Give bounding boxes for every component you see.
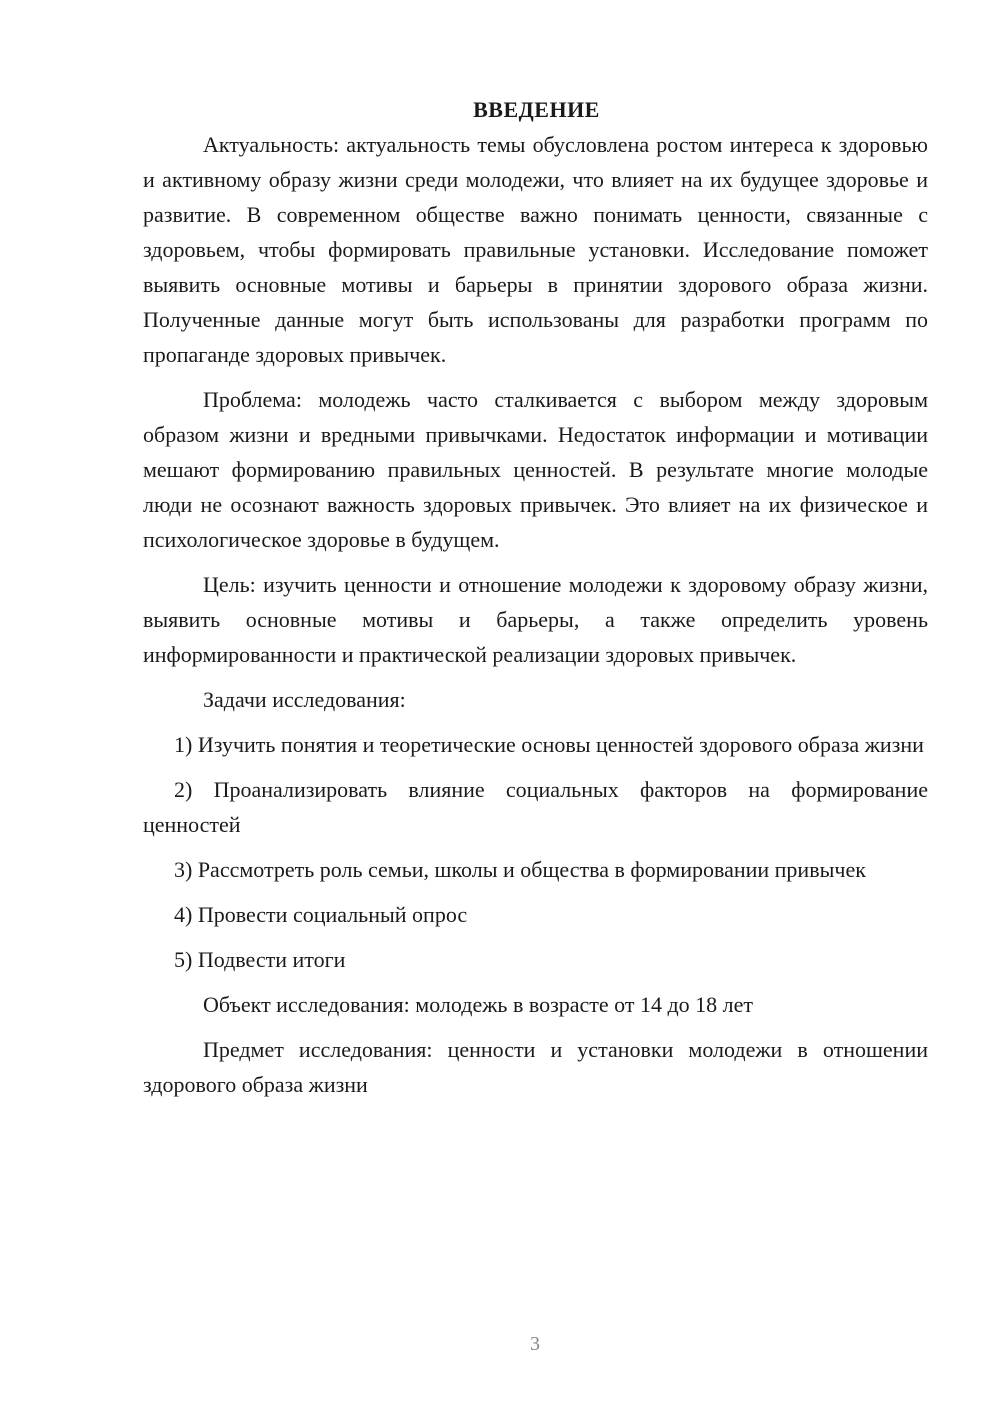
object-paragraph: Объект исследования: молодежь в возрасте от 14 до 18 лет — [203, 992, 754, 1017]
task-item-2: 2) Проанализировать влияние социальных факторов на формирование ценностей — [143, 777, 928, 837]
task-item-3: 3) Рассмотреть роль семьи, школы и общества в формировании привычек — [174, 857, 866, 882]
page-title: ВВЕДЕНИЕ — [473, 97, 600, 122]
task-item-5: 5) Подвести итоги — [174, 947, 346, 972]
relevance-paragraph: Актуальность: актуальность темы обусловлена ростом интереса к здоровью и активному образу жизни среди молодежи, что влияет на их будущее здоровье и развитие. В современном обществе важно понимать ценности, связанные с здоровьем, чтобы формировать правильные установки. Исследование поможет выявить основные мотивы и барьеры в принятии здорового образа жизни. Полученные данные могут быть использованы для разработки программ по пропаганде здоровых привычек. — [143, 132, 928, 367]
goal-paragraph: Цель: изучить ценности и отношение молодежи к здоровому образу жизни, выявить основные мотивы и барьеры, а также определить уровень информированности и практической реализации здоровых привычек. — [143, 572, 928, 667]
task-item-1: 1) Изучить понятия и теоретические основы ценностей здорового образа жизни — [174, 732, 924, 757]
tasks-title: Задачи исследования: — [203, 687, 406, 712]
problem-paragraph: Проблема: молодежь часто сталкивается с выбором между здоровым образом жизни и вредными привычками. Недостаток информации и мотивации мешают формированию правильных ценностей. В результате многие молодые люди не осознают важность здоровых привычек. Это влияет на их физическое и психологическое здоровье в будущем. — [143, 387, 928, 552]
subject-paragraph: Предмет исследования: ценности и установки молодежи в отношении здорового образа жизни — [143, 1037, 928, 1097]
task-item-4: 4) Провести социальный опрос — [174, 902, 468, 927]
document-page — [143, 92, 928, 1102]
page-number: 3 — [530, 1333, 540, 1355]
